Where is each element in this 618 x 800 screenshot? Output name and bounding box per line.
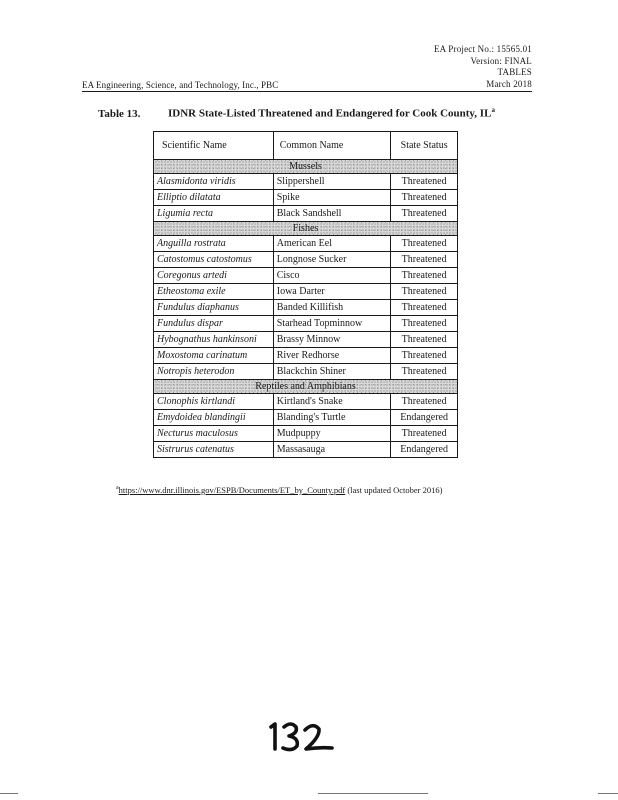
group-label: Reptiles and Amphibians [154,380,458,394]
state-status-cell: Endangered [391,410,458,426]
table-header-row [154,132,458,160]
table-row [154,426,458,442]
report-date: March 2018 [486,78,532,89]
table-row [154,284,458,300]
common-name-cell: Longnose Sucker [273,252,391,268]
header-divider [82,91,532,92]
table-row [154,348,458,364]
state-status-cell: Endangered [391,442,458,458]
scan-artifact [0,793,18,794]
common-name-cell: Brassy Minnow [273,332,391,348]
footnote-date-note: (last updated October 2016) [347,485,443,495]
group-header-row [154,222,458,236]
table-row [154,206,458,222]
column-header-status: State Status [391,132,458,160]
scientific-name-cell: Coregonus artedi [154,268,274,284]
common-name-cell: Blanding's Turtle [273,410,391,426]
common-name-cell: Iowa Darter [273,284,391,300]
scientific-name-cell: Sistrurus catenatus [154,442,274,458]
state-status-cell: Threatened [391,426,458,442]
common-name-cell: Spike [273,190,391,206]
state-status-cell: Threatened [391,332,458,348]
common-name-cell: Kirtland's Snake [273,394,391,410]
scientific-name-cell: Etheostoma exile [154,284,274,300]
table-row [154,190,458,206]
table-row [154,394,458,410]
common-name-cell: Black Sandshell [273,206,391,222]
state-status-cell: Threatened [391,252,458,268]
state-status-cell: Threatened [391,268,458,284]
scientific-name-cell: Necturus maculosus [154,426,274,442]
version-label: Version: FINAL [470,55,532,66]
state-status-cell: Threatened [391,394,458,410]
project-number: EA Project No.: 15565.01 [433,44,532,54]
state-status-cell: Threatened [391,190,458,206]
scientific-name-cell: Fundulus diaphanus [154,300,274,316]
footnote-mark: a [116,485,119,492]
scientific-name-cell: Emydoidea blandingii [154,410,274,426]
column-header-common: Common Name [273,132,391,160]
table-row [154,268,458,284]
table-row [154,332,458,348]
table-number: Table 13. [98,107,141,120]
table-row [154,364,458,380]
state-status-cell: Threatened [391,174,458,190]
common-name-cell: Banded Killifish [273,300,391,316]
group-header-row [154,160,458,174]
scientific-name-cell: Clonophis kirtlandi [154,394,274,410]
scientific-name-cell: Elliptio dilatata [154,190,274,206]
scan-artifact [598,793,618,794]
table-row [154,316,458,332]
state-status-cell: Threatened [391,316,458,332]
species-table [153,131,458,458]
state-status-cell: Threatened [391,236,458,252]
group-label: Mussels [154,160,458,174]
document-header-right [434,44,532,90]
table-row [154,300,458,316]
table-row [154,236,458,252]
table-footnote [116,485,442,495]
common-name-cell: Mudpuppy [273,426,391,442]
footnote-link[interactable]: https://www.dnr.illinois.gov/ESPB/Documents/ET_by_County.pdf [118,485,346,495]
scientific-name-cell: Ligumia recta [154,206,274,222]
state-status-cell: Threatened [391,284,458,300]
common-name-cell: Starhead Topminnow [273,316,391,332]
state-status-cell: Threatened [391,348,458,364]
state-status-cell: Threatened [391,300,458,316]
table-title: IDNR State-Listed Threatened and Endangered for Cook County, IL [168,107,492,120]
common-name-cell: Cisco [273,268,391,284]
scientific-name-cell: Anguilla rostrata [154,236,274,252]
column-header-scientific: Scientific Name [154,132,274,160]
species-table-body [154,160,458,458]
table-row [154,410,458,426]
common-name-cell: River Redhorse [273,348,391,364]
scientific-name-cell: Moxostoma carinatum [154,348,274,364]
common-name-cell: Blackchin Shiner [273,364,391,380]
handwritten-page-number [262,718,342,758]
group-label: Fishes [154,222,458,236]
scientific-name-cell: Fundulus dispar [154,316,274,332]
state-status-cell: Threatened [391,206,458,222]
common-name-cell: Slippershell [273,174,391,190]
company-name: EA Engineering, Science, and Technology, Inc., PBC [82,80,279,90]
scan-artifact [318,793,428,794]
group-header-row [154,380,458,394]
table-row [154,252,458,268]
state-status-cell: Threatened [391,364,458,380]
table-row [154,442,458,458]
common-name-cell: American Eel [273,236,391,252]
scientific-name-cell: Catostomus catostomus [154,252,274,268]
table-title-note: a [491,106,495,114]
scientific-name-cell: Alasmidonta viridis [154,174,274,190]
section-label: TABLES [497,67,532,77]
table-row [154,174,458,190]
scientific-name-cell: Hybognathus hankinsoni [154,332,274,348]
table-caption [98,106,538,120]
scientific-name-cell: Notropis heterodon [154,364,274,380]
common-name-cell: Massasauga [273,442,391,458]
